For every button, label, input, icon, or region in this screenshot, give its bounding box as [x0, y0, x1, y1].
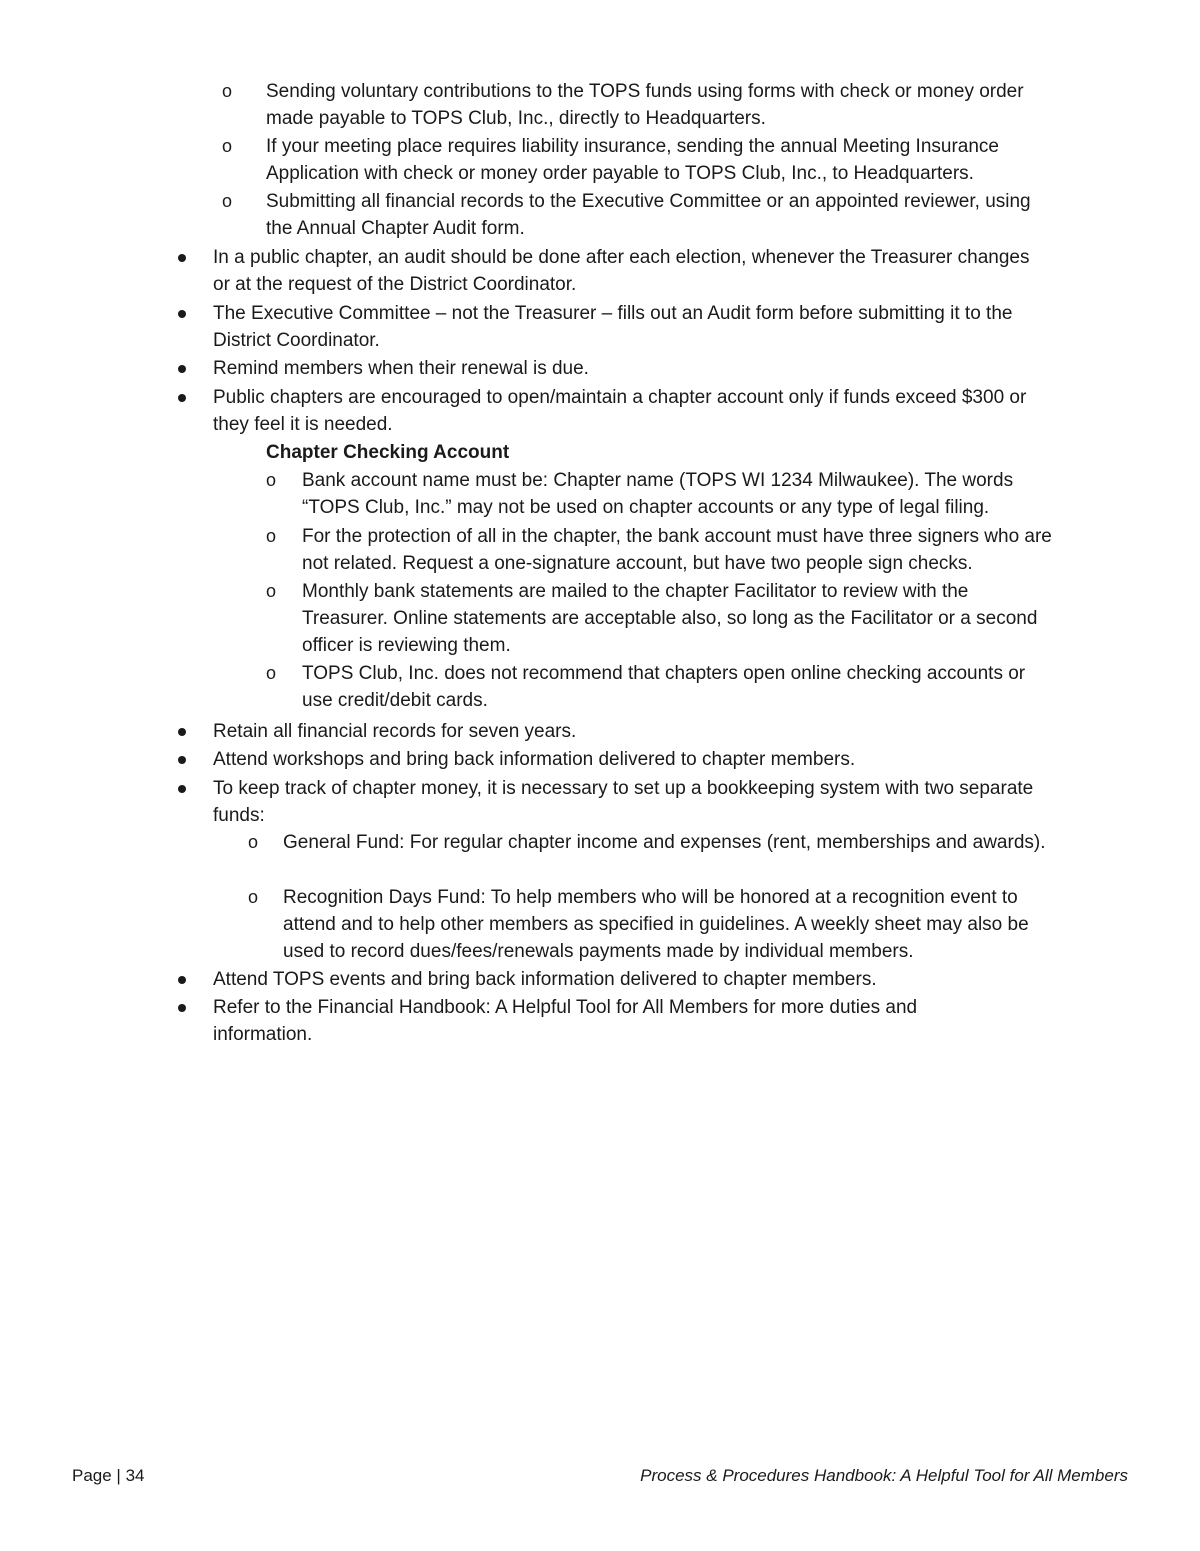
- bullet-marker: [178, 310, 186, 318]
- sub-bullet-marker: o: [248, 832, 259, 852]
- list-item: [176, 718, 1036, 745]
- list-item: [266, 523, 1066, 577]
- bullet-marker: [178, 785, 186, 793]
- sub-bullet-marker: o: [266, 526, 277, 546]
- list-item-text: In a public chapter, an audit should be done after each election, whenever the Treasurer changes or at the request of the District Coordinator.: [213, 247, 1030, 295]
- list-item-text: Attend workshops and bring back information delivered to chapter members.: [213, 749, 856, 770]
- bullet-marker: [178, 976, 186, 984]
- list-item-text: Attend TOPS events and bring back information delivered to chapter members.: [213, 969, 877, 990]
- list-item: [176, 244, 1036, 298]
- page-number: Page | 34: [72, 1466, 145, 1485]
- list-item-text: Bank account name must be: Chapter name (TOPS WI 1234 Milwaukee). The words “TOPS Club, Inc.” may not be used on chapter accounts or any type of legal filing.: [302, 470, 1014, 518]
- list-item: [222, 133, 1042, 187]
- list-item-text: Recognition Days Fund: To help members who will be honored at a recognition event to attend and to help other members as specified in guidelines. A weekly sheet may also be used to record dues/fees/renewals payments made by individual members.: [283, 887, 1029, 962]
- list-item: [248, 829, 1048, 856]
- list-item: [176, 775, 1036, 829]
- footer-title: Process & Procedures Handbook: A Helpful Tool for All Members: [640, 1466, 1128, 1485]
- list-item-text: If your meeting place requires liability insurance, sending the annual Meeting Insurance Application with check or money order payable to TOPS Club, Inc., to Headquarters.: [266, 136, 999, 184]
- list-item: [176, 746, 1036, 773]
- bullet-marker: [178, 365, 186, 373]
- list-item-text: Refer to the Financial Handbook: A Helpful Tool for All Members for more duties and information.: [213, 997, 918, 1045]
- list-item-text: Public chapters are encouraged to open/maintain a chapter account only if funds exceed $300 or they feel it is needed.: [213, 387, 1027, 435]
- sub-bullet-marker: o: [222, 136, 233, 156]
- sub-bullet-marker: o: [222, 191, 233, 211]
- list-item: [176, 384, 1046, 438]
- list-item-text: Monthly bank statements are mailed to the chapter Facilitator to review with the Treasurer. Online statements are acceptable also, so long as the Facilitator or a second officer is reviewing them.: [302, 581, 1038, 656]
- bullet-marker: [178, 1004, 186, 1012]
- list-item: [266, 578, 1056, 659]
- list-item-text: For the protection of all in the chapter, the bank account must have three signers who are not related. Request a one-signature account, but have two people sign checks.: [302, 526, 1052, 574]
- list-item-text: TOPS Club, Inc. does not recommend that chapters open online checking accounts or use credit/debit cards.: [302, 663, 1026, 711]
- list-item: [266, 660, 1056, 714]
- list-item: [176, 300, 1036, 354]
- list-item: [176, 355, 1036, 382]
- list-item-text: To keep track of chapter money, it is necessary to set up a bookkeeping system with two separate funds:: [213, 778, 1034, 826]
- list-item: [248, 884, 1038, 965]
- sub-bullet-marker: o: [266, 581, 277, 601]
- sub-bullet-marker: o: [266, 663, 277, 683]
- list-item: [222, 78, 1042, 132]
- bullet-marker: [178, 756, 186, 764]
- section-heading: Chapter Checking Account: [266, 442, 510, 463]
- list-item-text: Sending voluntary contributions to the TOPS funds using forms with check or money order made payable to TOPS Club, Inc., directly to Headquarters.: [266, 81, 1024, 129]
- list-item: [266, 467, 1066, 521]
- bullet-marker: [178, 254, 186, 262]
- sub-bullet-marker: o: [248, 887, 259, 907]
- bullet-marker: [178, 394, 186, 402]
- list-item-text: Remind members when their renewal is due.: [213, 358, 589, 379]
- list-item-text: The Executive Committee – not the Treasurer – fills out an Audit form before submitting it to the District Coordinator.: [213, 303, 1013, 351]
- list-item-text: General Fund: For regular chapter income and expenses (rent, memberships and awards).: [283, 832, 1046, 853]
- sub-bullet-marker: o: [266, 470, 277, 490]
- list-item-text: Retain all financial records for seven years.: [213, 721, 577, 742]
- list-item: [176, 966, 1036, 993]
- list-item: [176, 994, 996, 1048]
- list-item-text: Submitting all financial records to the Executive Committee or an appointed reviewer, using the Annual Chapter Audit form.: [266, 191, 1031, 239]
- list-item: [222, 188, 1042, 242]
- sub-bullet-marker: o: [222, 81, 233, 101]
- bullet-marker: [178, 728, 186, 736]
